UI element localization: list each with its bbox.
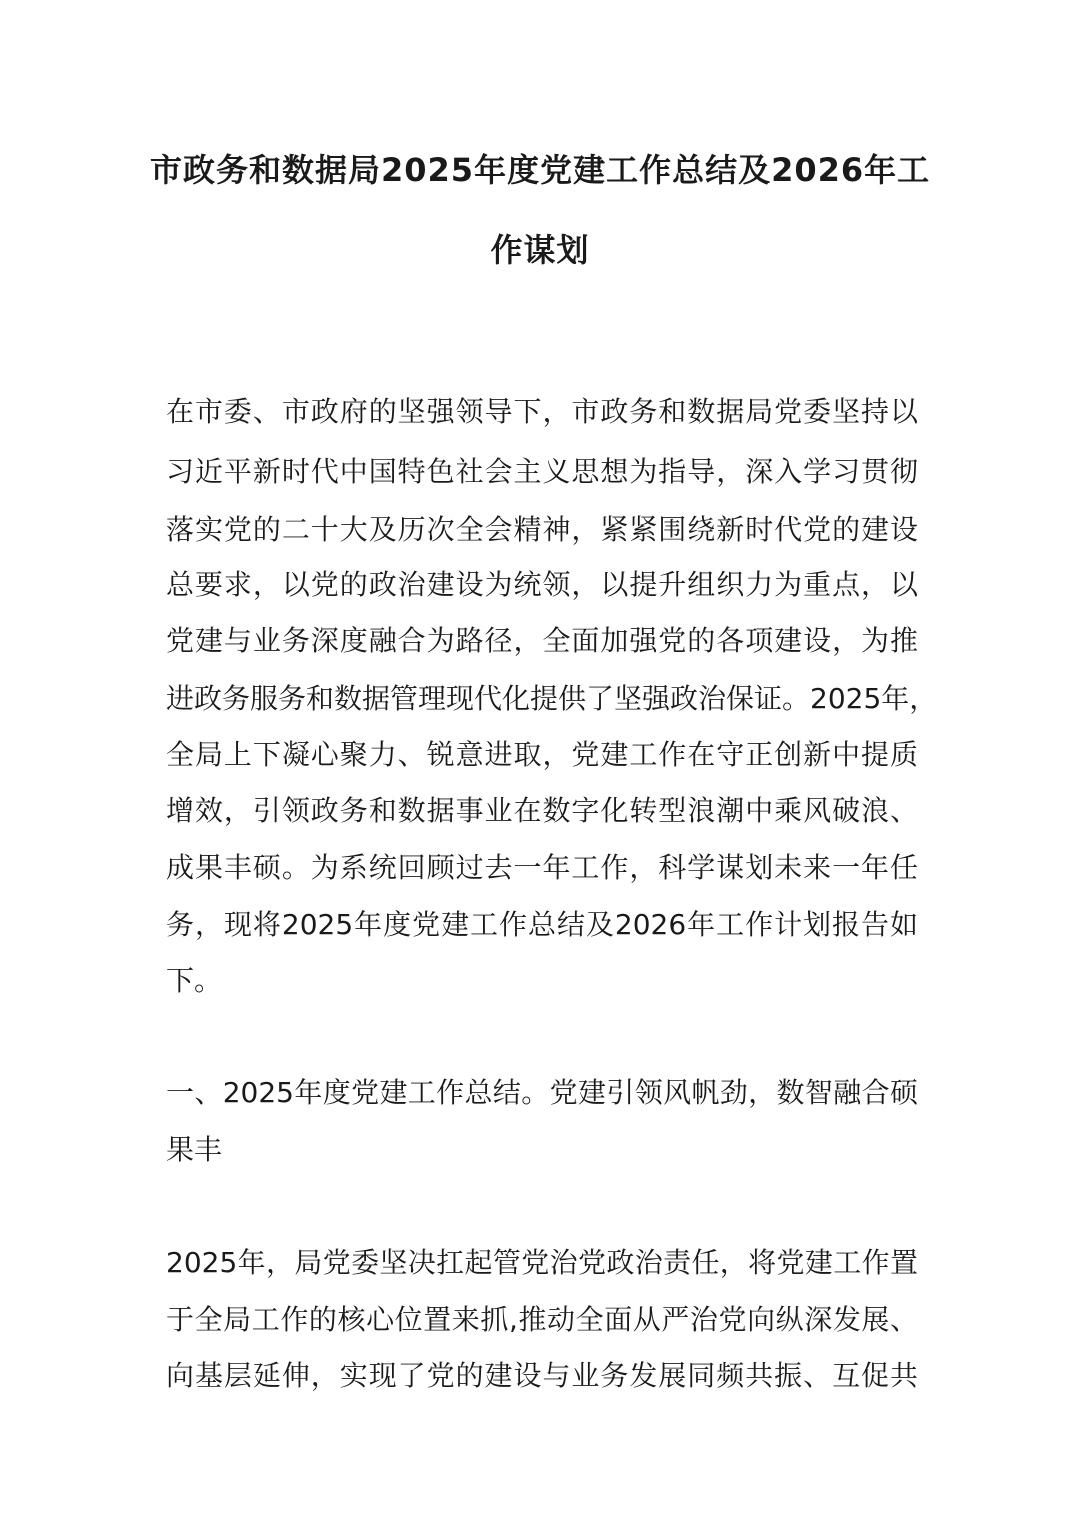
intro-line-11: 下。	[166, 964, 223, 997]
intro-line-10: 务，现将2025年度党建工作总结及2026年工作计划报告如	[166, 908, 918, 941]
document-title	[150, 130, 930, 290]
section-heading-line-1: 一、2025年度党建工作总结。党建引领风帆劲，数智融合硕	[166, 1076, 918, 1109]
intro-line-8: 增效，引领政务和数据事业在数字化转型浪潮中乘风破浪、	[166, 794, 918, 827]
para2-line-3: 向基层延伸，实现了党的建设与业务发展同频共振、互促共	[166, 1359, 918, 1392]
title-line-2: 作谋划	[490, 231, 590, 269]
intro-line-5: 党建与业务深度融合为路径，全面加强党的各项建设，为推	[166, 624, 918, 657]
intro-line-2: 习近平新时代中国特色社会主义思想为指导，深入学习贯彻	[166, 455, 918, 488]
intro-line-9: 成果丰硕。为系统回顾过去一年工作，科学谋划未来一年任	[166, 851, 918, 884]
intro-line-3: 落实党的二十大及历次全会精神，紧紧围绕新时代党的建设	[166, 513, 918, 546]
intro-line-1: 在市委、市政府的坚强领导下，市政务和数据局党委坚持以	[166, 395, 918, 428]
title-line-1: 市政务和数据局2025年度党建工作总结及2026年工	[150, 151, 931, 189]
para2-line-1: 2025年，局党委坚决扛起管党治党政治责任，将党建工作置	[166, 1246, 918, 1279]
intro-line-6: 进政务服务和数据管理现代化提供了坚强政治保证。2025年，	[166, 682, 938, 715]
para2-line-2: 于全局工作的核心位置来抓,推动全面从严治党向纵深发展、	[166, 1303, 918, 1336]
intro-line-7: 全局上下凝心聚力、锐意进取，党建工作在守正创新中提质	[166, 738, 918, 771]
section-heading-line-2: 果丰	[166, 1133, 223, 1166]
intro-line-4: 总要求，以党的政治建设为统领，以提升组织力为重点，以	[166, 568, 918, 601]
